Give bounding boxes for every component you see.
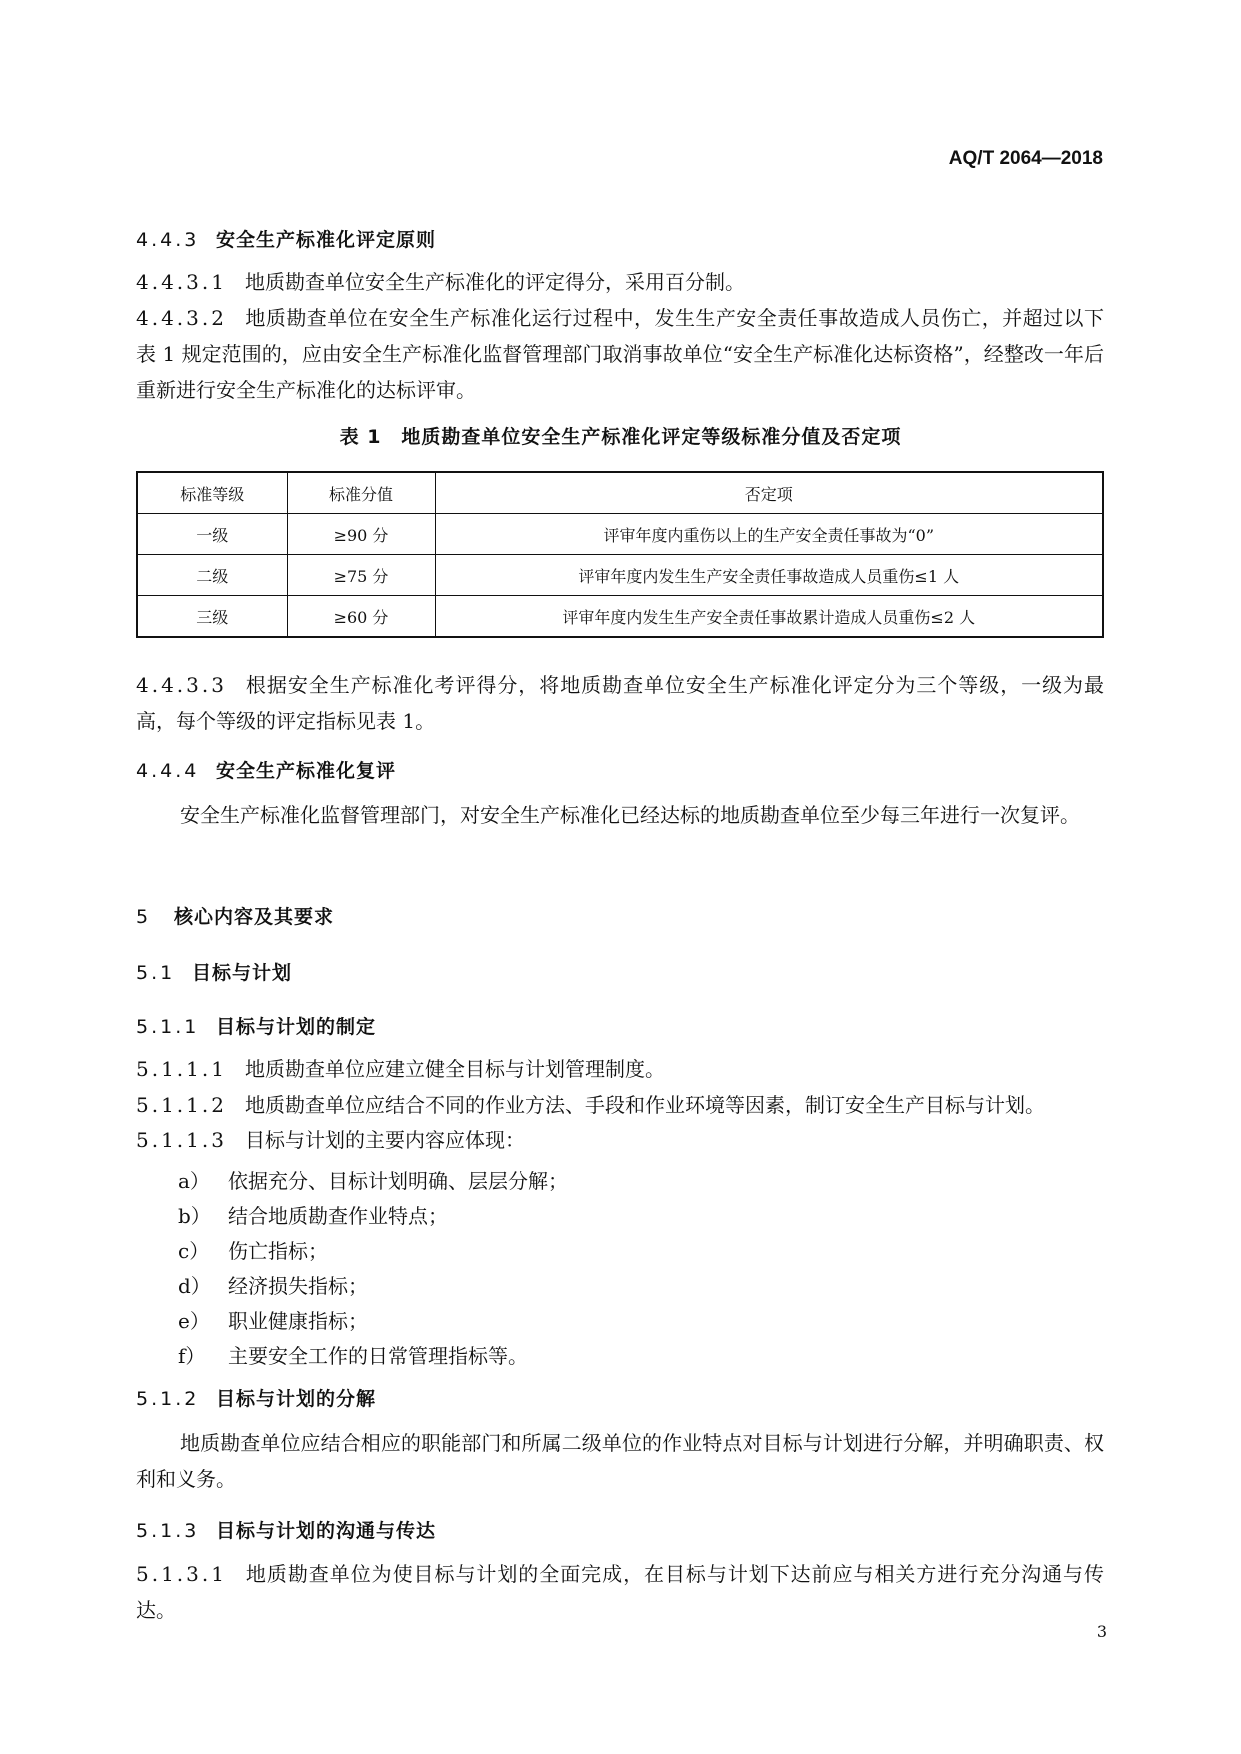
heading-number: 5.1.3 [136,1520,200,1542]
cell-veto: 评审年度内发生生产安全责任事故造成人员重伤≤1 人 [435,555,1103,596]
header-veto: 否定项 [435,472,1103,514]
list-item [178,1235,328,1264]
list-text: 结合地质勘查作业特点； [228,1204,448,1228]
para-text: 地质勘查单位应建立健全目标与计划管理制度。 [244,1057,665,1081]
heading-title: 目标与计划的分解 [216,1388,377,1410]
cell-grade: 一级 [137,514,287,555]
heading-title: 安全生产标准化复评 [216,760,397,782]
list-item [178,1200,448,1229]
list-text: 依据充分、目标计划明确、层层分解； [228,1169,568,1193]
cell-veto: 评审年度内重伤以上的生产安全责任事故为“0” [435,514,1103,555]
para-text: 地质勘查单位安全生产标准化的评定得分，采用百分制。 [244,270,745,294]
table-row [137,555,1103,596]
heading-title: 安全生产标准化评定原则 [216,229,437,251]
cell-score: ≥60 分 [287,596,435,638]
list-marker: d） [178,1274,211,1298]
heading-5-1 [136,958,292,985]
list-item [178,1305,368,1334]
page-number: 3 [1096,1622,1107,1641]
table-1-caption: 表 1 地质勘查单位安全生产标准化评定等级标准分值及否定项 [339,426,902,448]
para-number: 5.1.1.2 [136,1093,227,1117]
heading-number: 4.4.4 [136,760,200,782]
para-4-4-3-3 [136,667,1104,739]
para-text: 目标与计划的主要内容应体现： [244,1128,525,1152]
para-number: 5.1.3.1 [136,1562,227,1586]
header-grade: 标准等级 [137,472,287,514]
list-text: 经济损失指标； [228,1274,368,1298]
list-marker: a） [178,1169,210,1193]
list-marker: b） [178,1204,211,1228]
heading-number: 5.1.1 [136,1016,200,1038]
para-text: 地质勘查单位应结合不同的作业方法、手段和作业环境等因素，制订安全生产目标与计划。 [244,1093,1045,1117]
para-text: 地质勘查单位应结合相应的职能部门和所属二级单位的作业特点对目标与计划进行分解，并明确职责、权利和义务。 [136,1431,1104,1491]
list-marker: c） [178,1239,210,1263]
para-text: 地质勘查单位为使目标与计划的全面完成，在目标与计划下达前应与相关方进行充分沟通与传达。 [136,1562,1104,1622]
table-1 [136,471,1104,638]
para-text: 安全生产标准化监督管理部门，对安全生产标准化已经达标的地质勘查单位至少每三年进行一次复评。 [180,803,1080,827]
heading-4-4-3 [136,225,436,252]
cell-grade: 三级 [137,596,287,638]
heading-title: 核心内容及其要求 [174,906,335,928]
para-5-1-1-2 [136,1087,1104,1123]
table-header-row [137,472,1103,514]
list-item [178,1340,528,1369]
header-score: 标准分值 [287,472,435,514]
para-number: 4.4.3.2 [136,306,227,330]
para-text: 地质勘查单位在安全生产标准化运行过程中，发生生产安全责任事故造成人员伤亡，并超过以下表 1 规定范围的，应由安全生产标准化监督管理部门取消事故单位“安全生产标准化达标资格”，经整改一年后重新进行安全生产标准化的达标评审。 [136,306,1104,402]
heading-number: 5.1 [136,962,176,984]
heading-title: 目标与计划 [192,962,293,984]
list-item [178,1270,368,1299]
heading-title: 目标与计划的制定 [216,1016,377,1038]
para-text: 根据安全生产标准化考评得分，将地质勘查单位安全生产标准化评定分为三个等级，一级为最高，每个等级的评定指标见表 1。 [136,673,1104,733]
heading-number: 5 [136,906,152,928]
heading-title: 目标与计划的沟通与传达 [216,1520,437,1542]
list-text: 伤亡指标； [228,1239,328,1263]
list-marker: f） [178,1344,206,1368]
para-5-1-2 [136,1425,1104,1497]
table-row [137,514,1103,555]
para-number: 4.4.3.3 [136,673,227,697]
cell-score: ≥75 分 [287,555,435,596]
cell-score: ≥90 分 [287,514,435,555]
para-number: 4.4.3.1 [136,270,227,294]
cell-grade: 二级 [137,555,287,596]
cell-veto: 评审年度内发生生产安全责任事故累计造成人员重伤≤2 人 [435,596,1103,638]
list-marker: e） [178,1309,210,1333]
para-4-4-3-2 [136,300,1104,408]
para-5-1-1-3 [136,1122,1104,1158]
para-4-4-3-1 [136,264,1104,300]
list-text: 职业健康指标； [228,1309,368,1333]
standard-code: AQ/T 2064—2018 [948,148,1103,169]
table-row [137,596,1103,638]
heading-5-1-1 [136,1012,376,1039]
list-text: 主要安全工作的日常管理指标等。 [228,1344,528,1368]
heading-5 [136,902,334,929]
para-4-4-4 [136,797,1104,833]
heading-4-4-4 [136,756,396,783]
heading-5-1-3 [136,1516,436,1543]
heading-5-1-2 [136,1384,376,1411]
para-number: 5.1.1.1 [136,1057,227,1081]
heading-number: 5.1.2 [136,1388,200,1410]
heading-number: 4.4.3 [136,229,200,251]
para-number: 5.1.1.3 [136,1128,227,1152]
list-item [178,1165,568,1194]
para-5-1-1-1 [136,1051,1104,1087]
para-5-1-3-1 [136,1556,1104,1628]
